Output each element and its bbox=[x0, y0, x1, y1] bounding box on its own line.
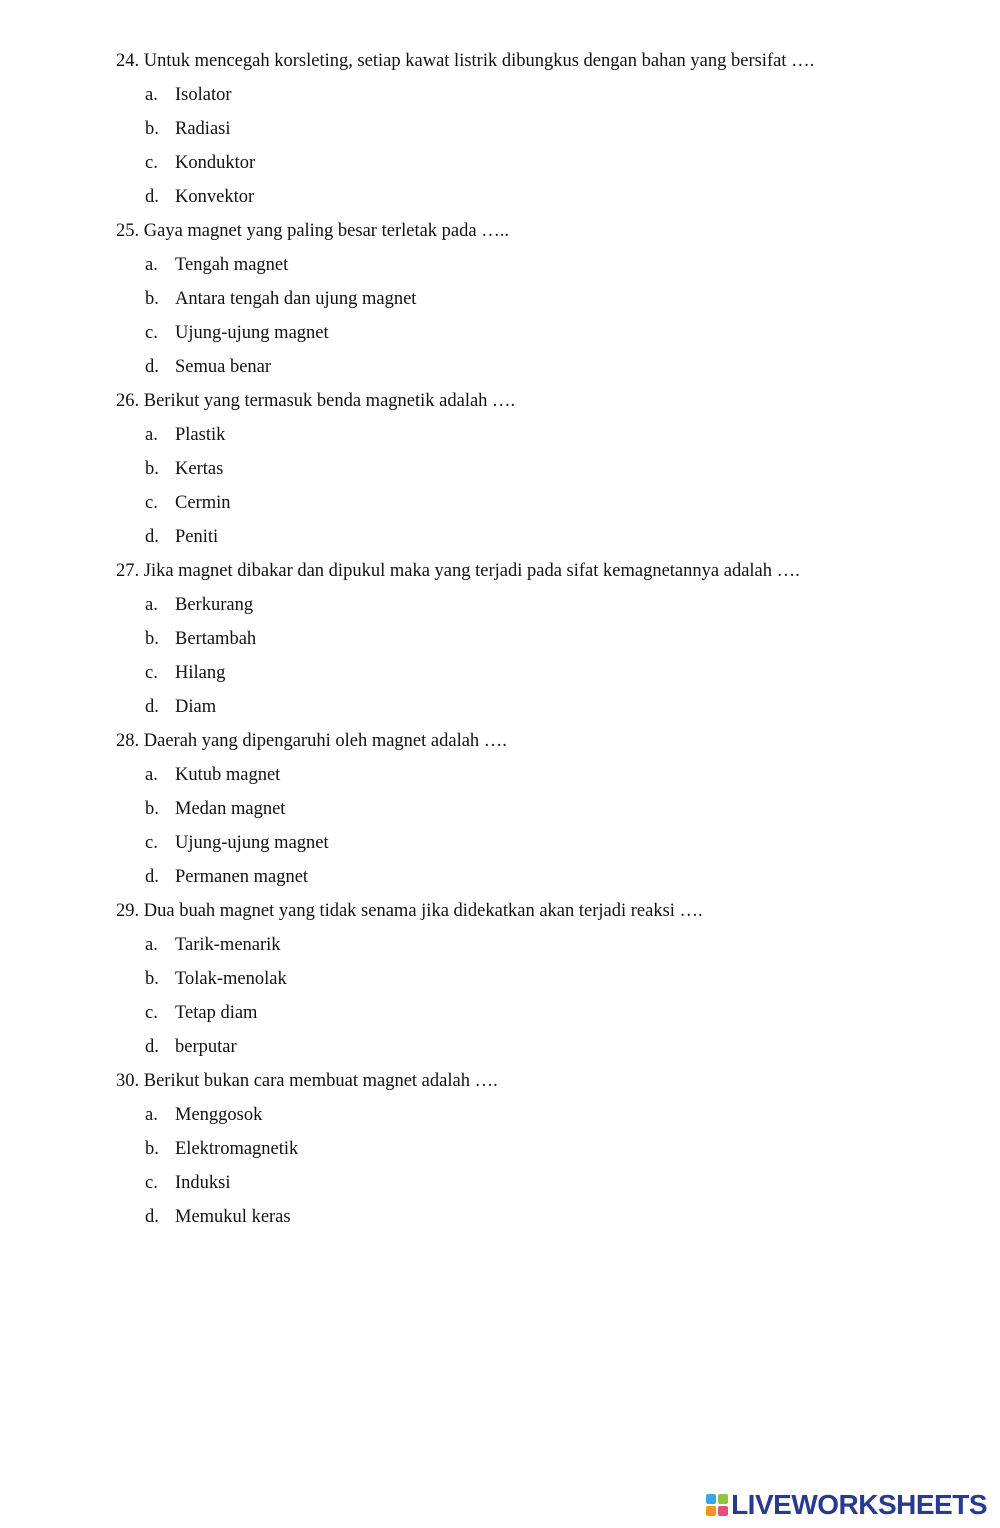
option-letter: b. bbox=[145, 1139, 159, 1159]
option-letter: b. bbox=[145, 969, 159, 989]
option-letter: c. bbox=[145, 323, 158, 343]
option-letter: d. bbox=[145, 527, 159, 547]
answer-option[interactable] bbox=[116, 758, 976, 792]
option-text: Isolator bbox=[175, 85, 232, 105]
answer-option[interactable] bbox=[116, 146, 976, 180]
answer-option[interactable] bbox=[116, 1166, 976, 1200]
question-number: 27. bbox=[116, 561, 140, 581]
question-block bbox=[116, 554, 976, 724]
option-text: Plastik bbox=[175, 425, 226, 445]
option-text: Antara tengah dan ujung magnet bbox=[175, 289, 417, 309]
answer-option[interactable] bbox=[116, 996, 976, 1030]
logo-square-2 bbox=[718, 1494, 728, 1504]
option-letter: c. bbox=[145, 153, 158, 173]
answer-option[interactable] bbox=[116, 622, 976, 656]
question-text: Gaya magnet yang paling besar terletak pada ….. bbox=[143, 221, 509, 241]
question-block bbox=[116, 384, 976, 554]
logo-square-4 bbox=[718, 1506, 728, 1516]
option-list bbox=[116, 418, 976, 554]
question-line bbox=[116, 1064, 976, 1098]
question-number: 28. bbox=[116, 731, 140, 751]
option-letter: d. bbox=[145, 187, 159, 207]
option-letter: c. bbox=[145, 1173, 158, 1193]
option-text: Konvektor bbox=[175, 187, 255, 207]
option-text: Medan magnet bbox=[175, 799, 286, 819]
brand-name: LIVEWORKSHEETS bbox=[731, 1489, 987, 1520]
answer-option[interactable] bbox=[116, 418, 976, 452]
question-line bbox=[116, 554, 976, 588]
option-list bbox=[116, 758, 976, 894]
answer-option[interactable] bbox=[116, 282, 976, 316]
option-text: Induksi bbox=[175, 1173, 231, 1193]
option-text: Radiasi bbox=[175, 119, 231, 139]
question-number: 24. bbox=[116, 51, 140, 71]
answer-option[interactable] bbox=[116, 78, 976, 112]
answer-option[interactable] bbox=[116, 1030, 976, 1064]
logo-square-1 bbox=[706, 1494, 716, 1504]
option-list bbox=[116, 1098, 976, 1234]
option-letter: d. bbox=[145, 1207, 159, 1227]
answer-option[interactable] bbox=[116, 520, 976, 554]
option-letter: c. bbox=[145, 493, 158, 513]
answer-option[interactable] bbox=[116, 928, 976, 962]
option-list bbox=[116, 248, 976, 384]
question-number: 25. bbox=[116, 221, 140, 241]
question-line bbox=[116, 724, 976, 758]
option-text: Tetap diam bbox=[175, 1003, 258, 1023]
question-block bbox=[116, 894, 976, 1064]
question-text: Berikut yang termasuk benda magnetik adalah …. bbox=[143, 391, 516, 411]
answer-option[interactable] bbox=[116, 1098, 976, 1132]
answer-option[interactable] bbox=[116, 180, 976, 214]
question-line bbox=[116, 214, 976, 248]
answer-option[interactable] bbox=[116, 486, 976, 520]
worksheet bbox=[116, 44, 976, 1234]
question-line bbox=[116, 894, 976, 928]
question-block bbox=[116, 44, 976, 214]
option-text: Konduktor bbox=[175, 153, 256, 173]
option-text: Tolak-menolak bbox=[175, 969, 287, 989]
option-letter: d. bbox=[145, 1037, 159, 1057]
question-number: 29. bbox=[116, 901, 140, 921]
question-line bbox=[116, 384, 976, 418]
option-text: Berkurang bbox=[175, 595, 254, 615]
answer-option[interactable] bbox=[116, 452, 976, 486]
answer-option[interactable] bbox=[116, 1132, 976, 1166]
question-block bbox=[116, 1064, 976, 1234]
option-list bbox=[116, 928, 976, 1064]
option-letter: c. bbox=[145, 1003, 158, 1023]
answer-option[interactable] bbox=[116, 690, 976, 724]
option-list bbox=[116, 588, 976, 724]
option-text: Semua benar bbox=[175, 357, 272, 377]
question-number: 30. bbox=[116, 1071, 140, 1091]
answer-option[interactable] bbox=[116, 826, 976, 860]
logo-square-3 bbox=[706, 1506, 716, 1516]
option-letter: b. bbox=[145, 799, 159, 819]
option-text: berputar bbox=[175, 1037, 237, 1057]
liveworksheets-logo-icon bbox=[706, 1494, 728, 1516]
question-text: Jika magnet dibakar dan dipukul maka yang terjadi pada sifat kemagnetannya adalah …. bbox=[143, 561, 800, 581]
option-letter: a. bbox=[145, 765, 158, 785]
option-text: Tarik-menarik bbox=[175, 935, 281, 955]
question-block bbox=[116, 214, 976, 384]
question-text: Berikut bukan cara membuat magnet adalah …. bbox=[143, 1071, 498, 1091]
option-letter: a. bbox=[145, 595, 158, 615]
answer-option[interactable] bbox=[116, 792, 976, 826]
question-number: 26. bbox=[116, 391, 140, 411]
answer-option[interactable] bbox=[116, 248, 976, 282]
option-letter: b. bbox=[145, 629, 159, 649]
option-letter: c. bbox=[145, 833, 158, 853]
option-text: Kertas bbox=[175, 459, 224, 479]
option-letter: a. bbox=[145, 255, 158, 275]
question-block bbox=[116, 724, 976, 894]
answer-option[interactable] bbox=[116, 588, 976, 622]
liveworksheets-brand bbox=[706, 1490, 987, 1520]
question-line bbox=[116, 44, 976, 78]
option-letter: b. bbox=[145, 459, 159, 479]
option-text: Memukul keras bbox=[175, 1207, 291, 1227]
option-letter: d. bbox=[145, 867, 159, 887]
answer-option[interactable] bbox=[116, 656, 976, 690]
answer-option[interactable] bbox=[116, 1200, 976, 1234]
answer-option[interactable] bbox=[116, 316, 976, 350]
option-letter: c. bbox=[145, 663, 158, 683]
option-text: Ujung-ujung magnet bbox=[175, 323, 329, 343]
option-letter: a. bbox=[145, 85, 158, 105]
option-text: Peniti bbox=[175, 527, 219, 547]
option-text: Cermin bbox=[175, 493, 231, 513]
option-letter: b. bbox=[145, 289, 159, 309]
option-text: Elektromagnetik bbox=[175, 1139, 299, 1159]
option-text: Permanen magnet bbox=[175, 867, 309, 887]
answer-option[interactable] bbox=[116, 962, 976, 996]
option-text: Hilang bbox=[175, 663, 226, 683]
option-text: Menggosok bbox=[175, 1105, 263, 1125]
question-text: Dua buah magnet yang tidak senama jika didekatkan akan terjadi reaksi …. bbox=[143, 901, 703, 921]
option-letter: a. bbox=[145, 425, 158, 445]
answer-option[interactable] bbox=[116, 350, 976, 384]
option-letter: d. bbox=[145, 357, 159, 377]
answer-option[interactable] bbox=[116, 860, 976, 894]
option-text: Tengah magnet bbox=[175, 255, 289, 275]
option-text: Bertambah bbox=[175, 629, 257, 649]
option-letter: d. bbox=[145, 697, 159, 717]
option-text: Kutub magnet bbox=[175, 765, 281, 785]
answer-option[interactable] bbox=[116, 112, 976, 146]
question-text: Daerah yang dipengaruhi oleh magnet adalah …. bbox=[143, 731, 507, 751]
option-letter: a. bbox=[145, 1105, 158, 1125]
option-list bbox=[116, 78, 976, 214]
option-letter: b. bbox=[145, 119, 159, 139]
question-text: Untuk mencegah korsleting, setiap kawat listrik dibungkus dengan bahan yang bersifat …. bbox=[143, 51, 815, 71]
option-text: Ujung-ujung magnet bbox=[175, 833, 329, 853]
option-text: Diam bbox=[175, 697, 217, 717]
option-letter: a. bbox=[145, 935, 158, 955]
